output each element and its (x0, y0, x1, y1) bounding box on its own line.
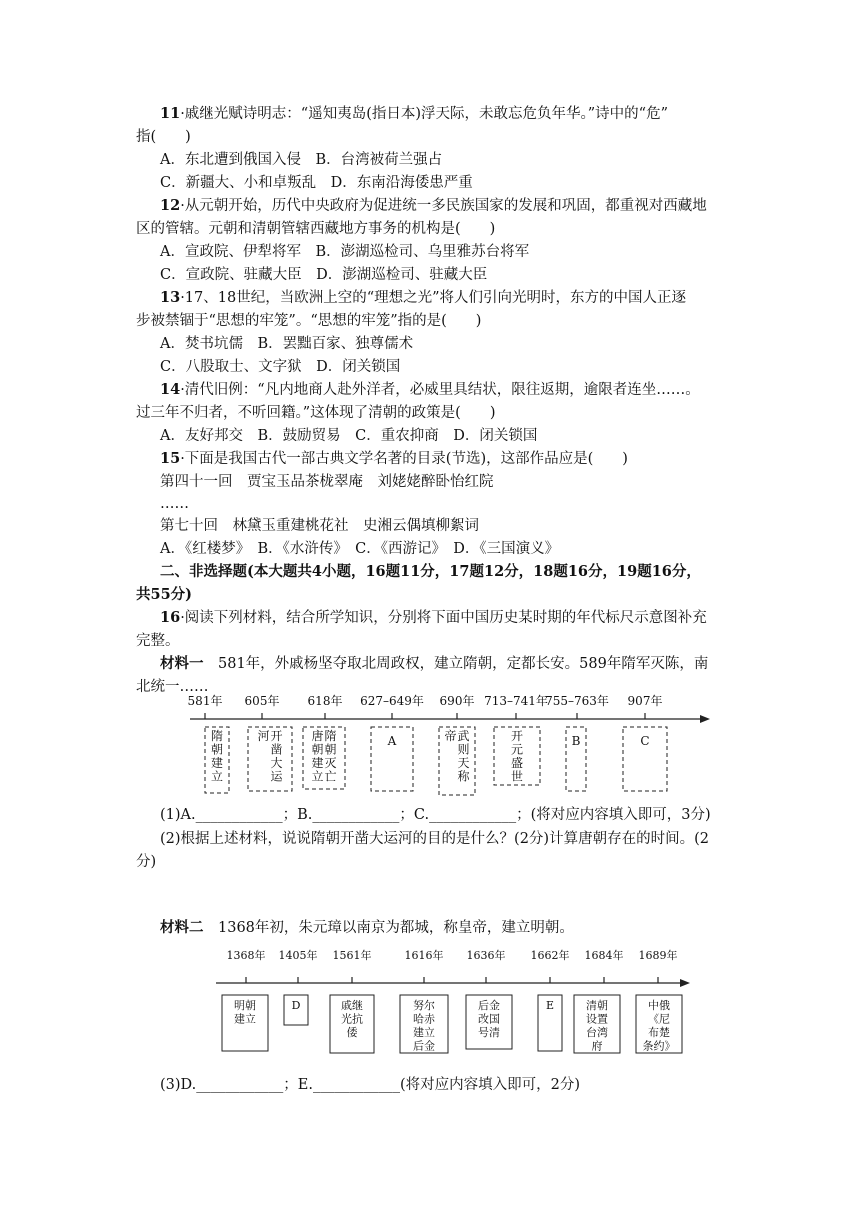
timeline2-event-line: 《尼 (648, 1012, 670, 1026)
timeline2-event-line: 改国 (478, 1012, 500, 1026)
q15-options-line1: A．《红楼梦》 B．《水浒传》 C．《西游记》 D．《三国演义》 (160, 541, 560, 557)
q14-stem-line2: 过三年不归者，不听回籍。”这体现了清朝的政策是( ) (136, 405, 496, 421)
timeline1-event-char: 凿 (270, 742, 283, 757)
timeline1-event-char: 唐 (311, 729, 324, 743)
timeline1-event-char: 帝 (444, 729, 457, 743)
q13-stem-line2: 步被禁锢于“思想的牢笼”。“思想的牢笼”指的是( ) (136, 313, 482, 329)
timeline2-event-line: 倭 (346, 1026, 358, 1039)
timeline1-year-label: 618年 (307, 694, 343, 708)
material2-line: 材料二 1368年初，朱元璋以南京为都城，称皇帝，建立明朝。 (160, 919, 574, 936)
material1-line2: 北统一…… (136, 679, 209, 695)
q11-options-line1: A．东北遭到俄国入侵 B．台湾被荷兰强占 (160, 152, 443, 168)
timeline2-event-line: 哈赤 (413, 1012, 435, 1026)
timeline1-event-char: 盛 (510, 756, 524, 770)
q11-stem-line1: 11·戚继光赋诗明志：“遥知夷岛(指日本)浮天际，未敢忘危负年华。”诗中的“危” (160, 105, 669, 122)
timeline1-year-label: 605年 (244, 694, 280, 708)
timeline1-placeholder-letter: B (571, 734, 581, 748)
q11-stem-line2: 指( ) (136, 129, 191, 145)
timeline2-year-label: 1636年 (466, 949, 506, 962)
timeline1-event-char: 朝 (324, 742, 337, 757)
timeline1-event-char: 开 (270, 729, 283, 743)
timeline2-event-line: 后金 (413, 1039, 435, 1053)
q16-sub1: (1)A.____________；B.____________；C.____________；(将对应内容填入即可，3分) (160, 807, 711, 823)
timeline2-event-line: 条约》 (642, 1039, 676, 1053)
timeline2-year-label: 1561年 (332, 949, 372, 962)
timeline2-event-line: 号清 (478, 1026, 500, 1039)
q16-sub2-line2: 分) (136, 854, 157, 870)
q12-options-line2: C．宣政院、驻藏大臣 D．澎湖巡检司、驻藏大臣 (160, 267, 488, 283)
timeline2-event-line: 府 (591, 1039, 603, 1053)
timeline1-event-char: 建 (311, 756, 324, 770)
q16-stem-line2: 完整。 (136, 633, 180, 649)
q13-options-line1: A．焚书坑儒 B．罢黜百家、独尊儒术 (160, 336, 414, 352)
timeline1-event-char: 河 (257, 729, 270, 743)
timeline1-event-char: 隋 (324, 729, 337, 743)
timeline2-event-line: 台湾 (586, 1026, 608, 1039)
timeline1-event-char: 称 (457, 769, 470, 784)
timeline1-event-char: 武 (457, 729, 470, 743)
timeline2-year-label: 1689年 (638, 949, 678, 962)
timeline2-event-line: 后金 (478, 999, 500, 1012)
timeline1-year-label: 627–649年 (360, 694, 424, 708)
timeline1-event-char: 大 (270, 756, 283, 770)
q16-sub2-line1: (2)根据上述材料，说说隋朝开凿大运河的目的是什么？(2分)计算唐朝存在的时间。(2 (160, 831, 709, 847)
q13-stem-line1: 13·17、18世纪，当欧洲上空的“理想之光”将人们引向光明时，东方的中国人正逐 (160, 289, 687, 306)
timeline1-event-char: 朝 (210, 742, 224, 757)
timeline1-event-char: 开 (510, 729, 524, 743)
timeline2-arrow (680, 979, 690, 987)
timeline2-event-line: 明朝 (234, 999, 256, 1012)
timeline1-event-char: 灭 (324, 756, 337, 770)
q16-sub3: (3)D.____________；E.____________(将对应内容填入即可，2分) (160, 1077, 580, 1093)
timeline2-event-line: 布楚 (648, 1026, 670, 1039)
q15-toc-entry-2: 第七十回 林黛玉重建桃花社 史湘云偶填柳絮词 (160, 518, 479, 534)
timeline1-event-char: 元 (510, 742, 524, 757)
timeline2-placeholder-letter: E (545, 999, 555, 1012)
timeline2-year-label: 1405年 (278, 949, 318, 962)
timeline1-event-char: 隋 (210, 729, 224, 743)
material1-line1: 材料一 581年，外戚杨坚夺取北周政权，建立隋朝，定都长安。589年隋军灭陈，南 (160, 655, 709, 672)
timeline2-year-label: 1616年 (404, 949, 444, 962)
timeline1-year-label: 755–763年 (545, 694, 609, 708)
q15-stem: 15·下面是我国古代一部古典文学名著的目录(节选)，这部作品应是( ) (160, 450, 628, 467)
timeline1-event-char: 运 (270, 769, 283, 784)
timeline2-year-label: 1368年 (226, 949, 266, 962)
timeline1-year-label: 581年 (187, 694, 223, 708)
q14-options-line1: A．友好邦交 B．鼓励贸易 C．重农抑商 D．闭关锁国 (160, 428, 538, 444)
q12-stem-line1: 12·从元朝开始，历代中央政府为促进统一多民族国家的发展和巩固，都重视对西藏地 (160, 197, 707, 214)
section2-title-line1: 二、非选择题(本大题共4小题，16题11分，17题12分，18题16分，19题16分， (160, 563, 701, 580)
timeline1-year-label: 713–741年 (484, 694, 548, 708)
timeline2-event-line: 中俄 (648, 999, 670, 1012)
timeline2-event-line: 建立 (413, 1026, 435, 1039)
q12-options-line1: A．宣政院、伊犁将军 B．澎湖巡检司、乌里雅苏台将军 (160, 244, 530, 260)
timeline1-placeholder-letter: C (640, 734, 650, 748)
timeline2-year-label: 1684年 (584, 949, 624, 962)
timeline1-event-char: 天 (457, 756, 470, 770)
timeline1-event-char: 世 (510, 769, 524, 784)
section2-title-line2: 共55分) (136, 586, 193, 603)
q11-options-line2: C．新疆大、小和卓叛乱 D．东南沿海倭患严重 (160, 175, 473, 191)
timeline2-placeholder-letter: D (291, 999, 301, 1012)
timeline1-placeholder-letter: A (387, 734, 397, 748)
q15-toc-entry-1: 第四十一回 贾宝玉品茶栊翠庵 刘姥姥醉卧怡红院 (160, 474, 494, 490)
timeline1-event-char: 则 (457, 742, 470, 757)
timeline2-event-line: 设置 (586, 1012, 608, 1026)
q13-options-line2: C．八股取士、文字狱 D．闭关锁国 (160, 359, 401, 375)
q15-toc-ellipsis: …… (160, 496, 189, 512)
timeline1-event-char: 立 (210, 769, 224, 784)
q12-stem-line2: 区的管辖。元朝和清朝管辖西藏地方事务的机构是( ) (136, 221, 496, 237)
timeline2-event-line: 努尔 (413, 999, 435, 1012)
timeline1-event-char: 建 (210, 756, 224, 770)
timeline1-year-label: 907年 (627, 694, 663, 708)
timeline2-event-line: 建立 (234, 1012, 256, 1026)
q16-stem-line1: 16·阅读下列材料，结合所学知识，分别将下面中国历史某时期的年代标尺示意图补充 (160, 609, 707, 626)
timeline2-event-line: 光抗 (341, 1012, 363, 1026)
timeline2-year-label: 1662年 (530, 949, 570, 962)
timeline2-event-line: 清朝 (586, 999, 608, 1012)
timeline1-event-char: 朝 (311, 742, 324, 757)
timeline2-event-line: 戚继 (341, 999, 363, 1012)
q14-stem-line1: 14·清代旧例：“凡内地商人赴外洋者，必威里具结状，限往返期，逾限者连坐……。 (160, 381, 700, 398)
timeline1-year-label: 690年 (439, 694, 475, 708)
timeline1-event-char: 亡 (324, 769, 337, 784)
timeline1-event-char: 立 (311, 769, 324, 784)
